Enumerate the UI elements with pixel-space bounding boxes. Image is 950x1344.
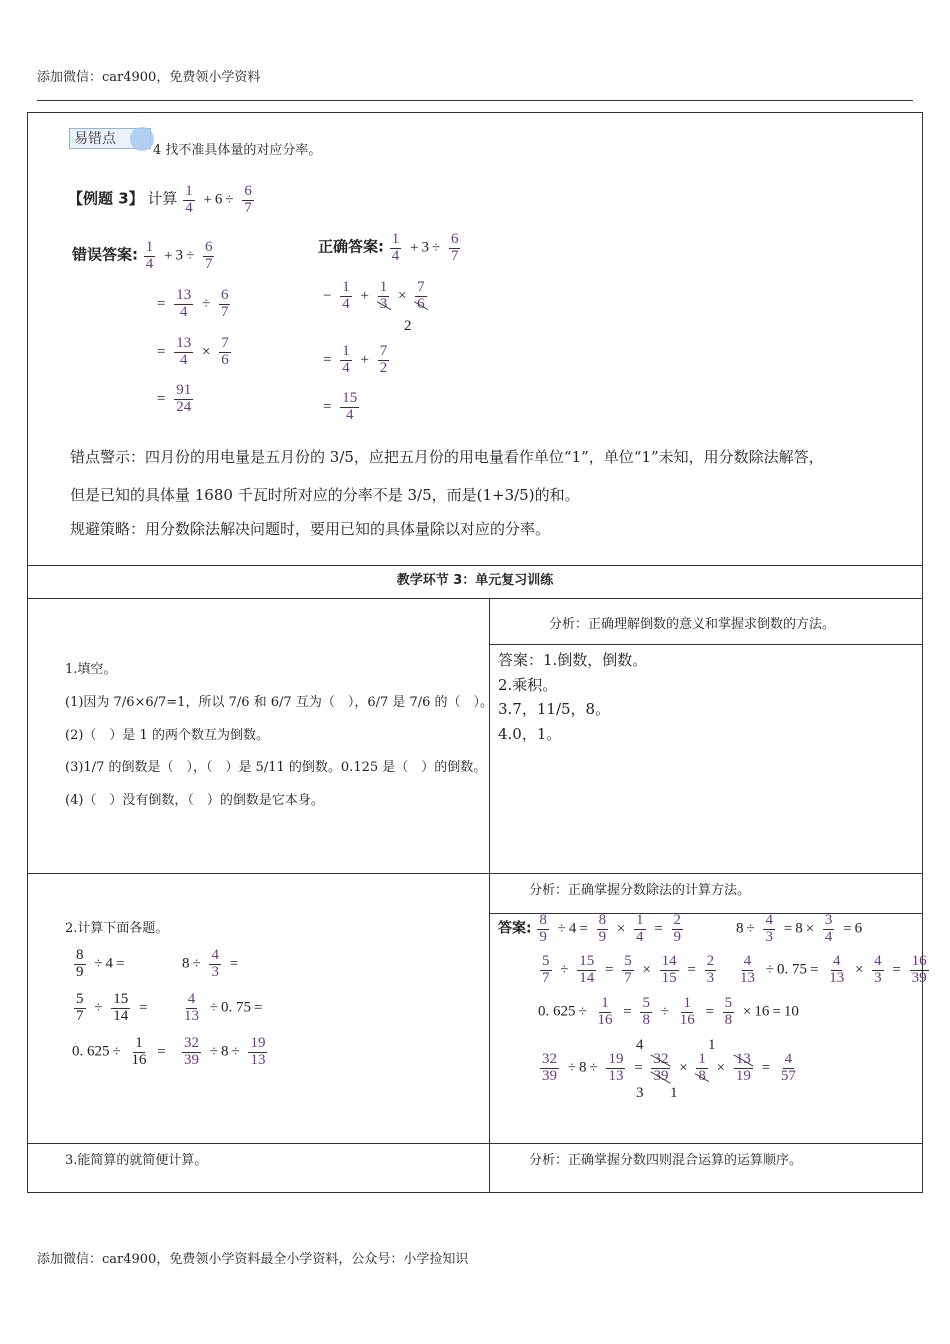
q2-answer-label: 答案: bbox=[498, 920, 532, 937]
wrong-answer-line3: = $\frac{13}{4}$ × $\frac{7}{6}$ bbox=[157, 335, 229, 368]
column-divider bbox=[489, 598, 490, 1193]
pitfall-title: 4 找不准具体量的对应分率。 bbox=[153, 143, 322, 158]
q1-answer-3: 3.7，11/5，8。 bbox=[498, 700, 611, 718]
q2-answer-1: 答案: $\frac{8}{9}$ ÷ 4 = $\frac{8}{9}$ × $\frac{1}{4}$ = $\frac{2}{9}$ bbox=[498, 912, 681, 945]
q2-problem-6: $\frac{32}{39}$ ÷ 8 ÷ $\frac{19}{13}$ bbox=[184, 1035, 266, 1068]
q1-item-4: (4)（ ）没有倒数，（ ）的倒数是它本身。 bbox=[65, 793, 324, 808]
wrong-answer-line2: = $\frac{13}{4}$ ÷ $\frac{6}{7}$ bbox=[157, 287, 229, 320]
example-label: 【例题 3】 bbox=[68, 189, 144, 208]
cancel-result-1b: 1 bbox=[708, 1037, 716, 1053]
q1-title: 1.填空。 bbox=[65, 662, 117, 677]
right-answer-line1: 正确答案: $\frac{1}{4}$ + 3 ÷ $\frac{6}{7}$ bbox=[318, 231, 459, 264]
right-answer-line3: = $\frac{1}{4}$ + $\frac{7}{2}$ bbox=[323, 343, 388, 376]
q2-analysis: 分析：正确掌握分数除法的计算方法。 bbox=[529, 883, 751, 898]
header-divider bbox=[37, 100, 913, 101]
cancel-result-1a: 1 bbox=[670, 1085, 678, 1101]
right-label: 正确答案: bbox=[318, 237, 384, 256]
example-3: 【例题 3】 计算 $\frac{1}{4}$ + 6 ÷ $\frac{6}{7}$ bbox=[68, 183, 252, 216]
pitfall-strategy: 规避策略：用分数除法解决问题时，要用已知的具体量除以对应的分率。 bbox=[70, 520, 551, 538]
page-header: 添加微信：car4900，免费领小学资料 bbox=[37, 70, 261, 85]
cancel-result-4: 4 bbox=[636, 1037, 644, 1053]
q1-answer-4: 4.0，1。 bbox=[498, 725, 562, 743]
q2-answer-6: $\frac{32}{39}$ ÷ 8 ÷ $\frac{19}{13}$ = $\frac{32}{39}$ × $\frac{1}{8}$ × $\frac{13}{19}$ = $\frac{4}{57}$ bbox=[542, 1051, 796, 1084]
pitfall-warning-2: 但是已知的具体量 1680 千瓦时所对应的分率不是 3/5，而是(1+3/5)的和。 bbox=[70, 486, 580, 504]
row-divider bbox=[27, 1143, 923, 1144]
q2-answer-2: 8 ÷ $\frac{4}{3}$ = 8 × $\frac{3}{4}$ = 6 bbox=[736, 912, 863, 945]
example-prefix: 计算 bbox=[147, 189, 178, 208]
q2-title: 2.计算下面各题。 bbox=[65, 921, 169, 936]
row-divider bbox=[27, 598, 923, 599]
wrong-answer-line4: = $\frac{91}{24}$ bbox=[157, 382, 192, 415]
right-answer-line2: − $\frac{1}{4}$ + $\frac{1}{3}$ × $\frac{7}{6}$ bbox=[323, 279, 425, 312]
wrong-label: 错误答案: bbox=[72, 245, 138, 264]
wrong-answer-line1: 错误答案: $\frac{1}{4}$ + 3 ÷ $\frac{6}{7}$ bbox=[72, 239, 213, 272]
q1-answer-1: 答案：1.倒数，倒数。 bbox=[498, 651, 648, 669]
q2-problem-5: 0. 625 ÷ $\frac{1}{16}$ = bbox=[72, 1035, 166, 1068]
q2-problem-4: $\frac{4}{13}$ ÷ 0. 75 = bbox=[184, 991, 263, 1024]
q1-item-1: (1)因为 7/6×6/7=1，所以 7/6 和 6/7 互为（ ），6/7 是 7/6 的（ ）。 bbox=[65, 695, 494, 710]
q1-answer-2: 2.乘积。 bbox=[498, 676, 558, 694]
analysis-divider bbox=[489, 644, 923, 645]
pitfall-badge: 易错点 bbox=[69, 128, 151, 149]
pitfall-box bbox=[27, 112, 923, 1193]
q3-title: 3.能简算的就简便计算。 bbox=[65, 1153, 208, 1168]
q3-analysis: 分析：正确掌握分数四则混合运算的运算顺序。 bbox=[529, 1153, 803, 1168]
q2-problem-1: $\frac{8}{9}$ ÷ 4 = bbox=[76, 947, 125, 980]
q1-item-2: (2)（ ）是 1 的两个数互为倒数。 bbox=[65, 728, 269, 743]
q2-answer-5: 0. 625 ÷ $\frac{1}{16}$ = $\frac{5}{8}$ ÷ $\frac{1}{16}$ = $\frac{5}{8}$ × 16 = 10 bbox=[538, 995, 799, 1028]
q2-answer-4: $\frac{4}{13}$ ÷ 0. 75 = $\frac{4}{13}$ × $\frac{4}{3}$ = $\frac{16}{39}$ bbox=[740, 953, 927, 986]
q1-analysis: 分析：正确理解倒数的意义和掌握求倒数的方法。 bbox=[549, 617, 836, 632]
section-title: 教学环节 3：单元复习训练 bbox=[396, 573, 554, 588]
row-divider bbox=[27, 873, 923, 874]
pitfall-warning: 错点警示：四月份的用电量是五月份的 3/5，应把五月份的用电量看作单位“1”，单位“1”未知，用分数除法解答， bbox=[70, 448, 824, 466]
q2-problem-3: $\frac{5}{7}$ ÷ $\frac{15}{14}$ = bbox=[76, 991, 148, 1024]
right-answer-line4: = $\frac{15}{4}$ bbox=[323, 390, 358, 423]
row-divider bbox=[27, 565, 923, 566]
badge-dot-icon bbox=[130, 127, 154, 151]
page-footer: 添加微信：car4900，免费领小学资料最全小学资料，公众号：小学捡知识 bbox=[37, 1252, 469, 1267]
q1-item-3: (3)1/7 的倒数是（ ），（ ）是 5/11 的倒数。0.125 是（ ）的倒数。 bbox=[65, 760, 487, 775]
q2-problem-2: 8 ÷ $\frac{4}{3}$ = bbox=[182, 947, 239, 980]
q2-answer-3: $\frac{5}{7}$ ÷ $\frac{15}{14}$ = $\frac{5}{7}$ × $\frac{14}{15}$ = $\frac{2}{3}$ bbox=[542, 953, 715, 986]
cancel-result-3: 3 bbox=[636, 1085, 644, 1101]
cancel-result-2: 2 bbox=[404, 318, 412, 334]
